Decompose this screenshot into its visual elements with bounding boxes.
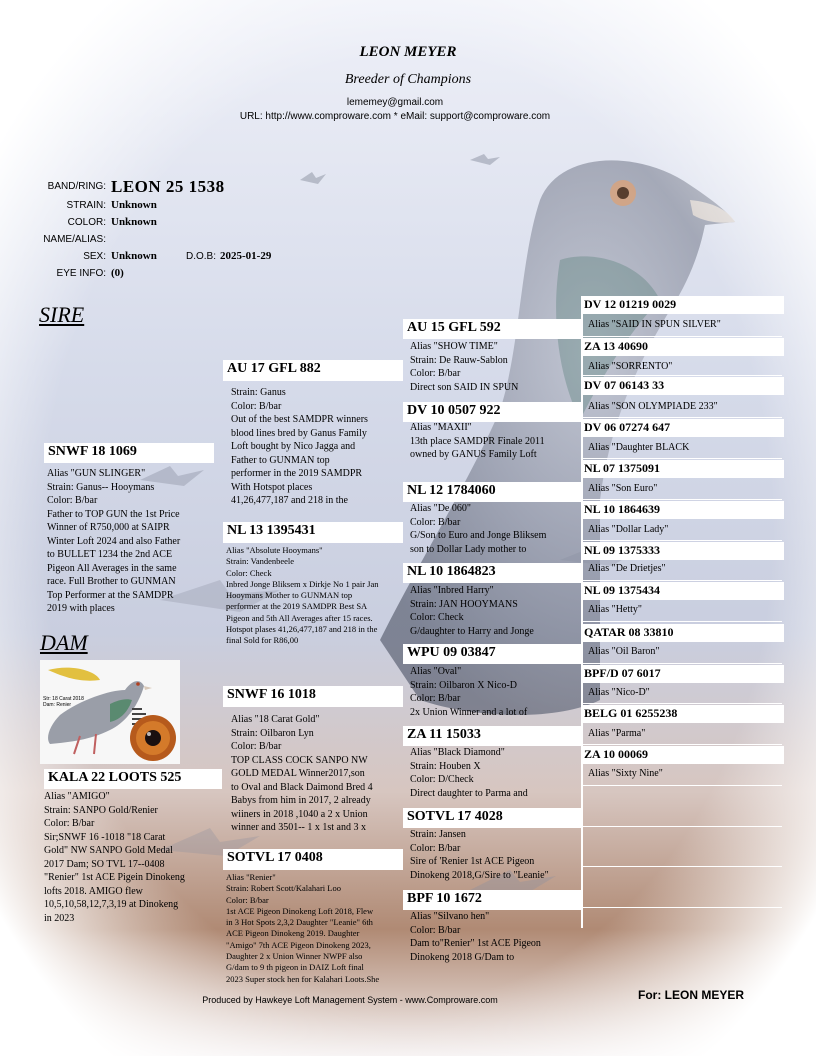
color-label: COLOR: [67, 217, 106, 228]
gen4-rule [582, 336, 782, 337]
gen3-details-1 [410, 340, 580, 396]
maternal-granddam-card[interactable] [223, 849, 403, 870]
detail-line: Color: B/bar [410, 516, 461, 528]
gen4-rule [582, 663, 782, 664]
breeder-name: LEON MEYER [359, 44, 457, 60]
detail-line: blood lines bred by Ganus Family [231, 427, 367, 439]
detail-line: Alias "Renier" [226, 872, 276, 882]
detail-line: Inbred Jonge Bliksem x Dirkje No 1 pair Jan [226, 578, 379, 589]
detail-line: Alias "18 Carat Gold" [231, 714, 320, 725]
dam-note: 10,5,10,58,12,7,3,19 at Dinokeng [44, 899, 179, 910]
sire-note: Father to TOP GUN the 1st Price [47, 508, 180, 520]
detail-line: Strain: Houben X [410, 760, 481, 772]
dam-note: Sir;SNWF 16 -1018 "18 Carat [44, 831, 166, 843]
dam-strain: Strain: SANPO Gold/Renier [44, 804, 158, 816]
detail-line: Color: B/bar [231, 400, 282, 412]
breeder-email[interactable]: lememey@gmail.com [346, 97, 444, 108]
detail-line: Color: B/bar [410, 693, 461, 704]
detail-line: ACE Pigeon Dinokeng 2019. Daughter [226, 928, 360, 939]
gen4-rule [582, 703, 782, 704]
gen4-alias: Alias "Daughter BLACK [588, 442, 690, 453]
gen4-rule [582, 417, 782, 418]
pigeon-eye-icon [130, 715, 176, 761]
detail-line: Color: B/bar [231, 741, 282, 752]
detail-line: Dam to"Renier" 1st ACE Pigeon [410, 938, 541, 949]
dob-label: D.O.B: [186, 251, 217, 262]
detail-line: Color: B/bar [226, 894, 269, 905]
detail-line: G/dam to 9 th pigeon in DAIZ Loft final [226, 962, 364, 973]
sire-heading: SIRE [39, 302, 85, 327]
detail-line: Loft bought by Nico Jagga and [231, 441, 356, 452]
strain-value: Unknown [111, 199, 157, 211]
gen4-rule [582, 580, 782, 581]
gen3-band: WPU 09 03847 [407, 645, 496, 660]
detail-line: Strain: De Rauw-Sablon [410, 354, 508, 366]
gen3-card-2[interactable] [403, 402, 581, 422]
dam-photo-caption: Str: 18 Carat 2018 [43, 696, 84, 702]
gen4-alias: Alias "Dollar Lady" [588, 524, 669, 535]
gen4-card[interactable]: NL 07 1375091 [582, 460, 784, 478]
gen3-band: NL 10 1864823 [407, 564, 496, 579]
detail-line: Daughter 2 x Union Winner NWPF also [226, 951, 363, 962]
maternal-granddam-band: SOTVL 17 0408 [227, 850, 323, 865]
detail-line: Strain: Robert Scott/Kalahari Loo [226, 883, 341, 894]
dam-band: KALA 22 LOOTS 525 [48, 770, 182, 785]
sire-note: to BULLET 1234 the 2nd ACE [47, 549, 173, 560]
detail-line: GOLD MEDAL Winner2017,son [231, 768, 365, 779]
dam-photo [40, 660, 180, 764]
gen4-rule [582, 458, 782, 459]
gen3-band: SOTVL 17 4028 [407, 809, 503, 824]
maternal-grandsire-details [231, 713, 403, 840]
detail-line: Alias "Black Diamond" [410, 747, 505, 758]
dam-alias: Alias "AMIGO" [44, 791, 110, 802]
color-value: Unknown [111, 216, 157, 228]
detail-line: With Hotspot places [231, 481, 313, 493]
dam-color: Color: B/bar [44, 818, 95, 829]
name-alias-label: NAME/ALIAS: [43, 234, 106, 245]
gen4-rule [582, 621, 782, 622]
detail-line: 2023 Super stock hen for Kalahari Loots.She [226, 973, 380, 984]
detail-line: final Sold for R86,00 [226, 635, 299, 646]
detail-line: Hotspot plases 41,26,477,187 and 218 in the [226, 624, 378, 635]
gen4-alias: Alias "Parma" [588, 728, 646, 739]
paternal-granddam-band: NL 13 1395431 [227, 523, 316, 538]
gen4-card[interactable]: NL 09 1375434 [582, 582, 784, 600]
for-owner-label: For: LEON MEYER [638, 988, 745, 1002]
detail-line: Alias "SHOW TIME" [410, 341, 498, 352]
gen4-alias: Alias "SON OLYMPIADE 233" [588, 401, 718, 412]
detail-line: Alias "Inbred Harry" [410, 585, 494, 596]
detail-line: son to Dollar Lady mother to [410, 543, 527, 555]
detail-line: Color: Check [226, 567, 272, 578]
detail-line: Direct son SAID IN SPUN [410, 381, 519, 393]
maternal-grandsire-card[interactable] [223, 686, 403, 707]
dam-heading: DAM [40, 630, 88, 655]
detail-line: Color: B/bar [410, 368, 461, 379]
gen3-card-3[interactable] [403, 482, 581, 502]
detail-line: wiiners in 2018 ,1040 a 2 x Union [231, 808, 368, 820]
strain-label: STRAIN: [66, 200, 106, 211]
detail-line: Color: B/bar [410, 842, 461, 854]
gen4-alias: Alias "Nico-D" [588, 687, 650, 698]
gen4-alias: Alias "SORRENTO" [588, 361, 673, 372]
eye-info-label: EYE INFO: [56, 268, 106, 279]
gen3-details-3 [410, 502, 580, 558]
sire-card[interactable] [44, 443, 214, 463]
sire-band: SNWF 18 1069 [48, 444, 137, 459]
gen4-alias: Alias "De Drietjes" [588, 563, 666, 574]
detail-line: Pigeon and 5th All Averages after 15 races. [226, 612, 373, 623]
gen4-rule [582, 785, 782, 786]
paternal-granddam-details [226, 545, 406, 653]
sire-details [47, 467, 222, 627]
gen3-card-8[interactable] [403, 890, 581, 910]
detail-line: Direct daughter to Parma and [410, 787, 528, 799]
gen4-alias: Alias "SAID IN SPUN SILVER" [588, 319, 721, 330]
detail-line: Color: B/bar [410, 924, 461, 936]
gen4-card[interactable]: DV 12 01219 0029 [582, 296, 784, 314]
detail-line: Alias "Oval" [410, 666, 462, 677]
maternal-granddam-details [226, 872, 406, 990]
gen3-details-2 [410, 421, 580, 465]
detail-line: 13th place SAMDPR Finale 2011 [410, 435, 545, 447]
band-number: LEON 25 1538 [111, 177, 225, 196]
gen4-card[interactable]: BPF/D 07 6017 [582, 665, 784, 683]
dam-photo-caption-2: Dam: Renier [43, 702, 72, 708]
eye-info-value: (0) [111, 267, 124, 279]
detail-line: Strain: Vandenbeele [226, 556, 295, 567]
sire-note: race. Full Brother to GUNMAN [47, 576, 176, 587]
produced-by-footer: Produced by Hawkeye Loft Management System - www.Comproware.com [202, 995, 498, 1005]
gen3-card-5[interactable] [403, 644, 581, 664]
gen4-alias: Alias "Oil Baron" [588, 646, 660, 657]
detail-line: Color: D/Check [410, 774, 474, 785]
detail-line: Alias "Silvano hen" [410, 911, 490, 922]
sire-note: 2019 with places [47, 603, 115, 614]
dam-photo-image [40, 660, 180, 764]
gen4-rule [582, 499, 782, 500]
detail-line: winner and 3501-- 1 x 1st and 3 x [231, 822, 366, 833]
dam-note: in 2023 [44, 912, 75, 924]
gen4-rule [582, 375, 782, 376]
gen3-details-8 [410, 910, 580, 966]
gen3-band: BPF 10 1672 [407, 891, 482, 906]
detail-line: Strain: Oilbaron Lyn [231, 727, 314, 739]
breeder-tagline: Breeder of Champions [344, 72, 472, 87]
detail-line: 1st ACE Pigeon Dinokeng Loft 2018, Flew [226, 905, 374, 916]
sire-strain: Strain: Ganus-- Hooymans [47, 481, 155, 493]
sire-note: Pigeon All Averages in the same [47, 562, 177, 574]
gen3-band: AU 15 GFL 592 [407, 320, 501, 335]
detail-line: G/daughter to Harry and Jonge [410, 625, 534, 637]
detail-line: performer in the 2019 SAMDPR [231, 468, 363, 479]
gen4-rule [582, 744, 782, 745]
sire-alias: Alias "GUN SLINGER" [47, 468, 146, 479]
detail-line: 2x Union Winner and a lot of [410, 706, 528, 718]
gen3-band: NL 12 1784060 [407, 483, 496, 498]
gen4-card[interactable]: ZA 10 00069 [582, 746, 784, 764]
sire-note: Top Performer at the SAMDPR [47, 589, 174, 601]
detail-line: Father to GUNMAN top [231, 454, 330, 466]
detail-line: Babys from him in 2017, 2 already [231, 795, 371, 806]
paternal-grandsire-band: AU 17 GFL 882 [227, 361, 321, 376]
gen3-card-1[interactable] [403, 319, 581, 339]
band-label: BAND/RING: [47, 181, 106, 192]
gen4-card[interactable]: BELG 01 6255238 [582, 705, 784, 723]
sire-note: Winter Loft 2024 and also Father [47, 535, 181, 547]
detail-line: G/Son to Euro and Jonge Bliksem [410, 530, 547, 541]
gen4-rule [582, 540, 782, 541]
maternal-grandsire-band: SNWF 16 1018 [227, 687, 316, 702]
detail-line: Alias "MAXII" [410, 422, 472, 433]
gen4-card[interactable]: ZA 13 40690 [582, 338, 784, 356]
detail-line: TOP CLASS COCK SANPO NW [231, 754, 368, 766]
sire-color: Color: B/bar [47, 495, 98, 506]
gen4-card[interactable]: NL 10 1864639 [582, 501, 784, 519]
gen4-alias: Alias "Hetty" [588, 604, 642, 615]
gen3-details-4 [410, 584, 580, 640]
gen4-card[interactable]: QATAR 08 33810 [582, 624, 784, 642]
url-email-line[interactable]: URL: http://www.comproware.com * eMail: support@comproware.com [239, 111, 551, 122]
sex-value: Unknown [111, 250, 157, 262]
gen3-card-6[interactable] [403, 726, 581, 746]
gen4-alias: Alias "Sixty Nine" [588, 768, 663, 779]
dam-card[interactable] [44, 769, 222, 789]
detail-line: performer at the 2019 SAMDPR Best SA [226, 601, 368, 612]
detail-line: Hooymans Mother to GUNMAN top [226, 590, 353, 601]
gen3-details-6 [410, 746, 580, 802]
dam-note: 2017 Dam; SO TVL 17--0408 [44, 858, 165, 870]
gen4-alias: Alias "Son Euro" [588, 483, 658, 494]
gen4-rule [582, 866, 782, 867]
gen4-card[interactable]: NL 09 1375333 [582, 542, 784, 560]
dam-note: lofts 2018. AMIGO flew [44, 885, 143, 897]
detail-line: Strain: Jansen [410, 829, 466, 840]
detail-line: to Oval and Black Daimond Bred 4 [231, 781, 373, 793]
detail-line: Color: Check [410, 612, 464, 623]
gen4-rule [582, 826, 782, 827]
gen4-card[interactable]: DV 06 07274 647 [582, 419, 784, 437]
dam-note: Gold" NW SANPO Gold Medal [44, 845, 173, 856]
paternal-granddam-card[interactable] [223, 522, 403, 543]
detail-line: Alias "Absolute Hooymans" [226, 545, 323, 555]
gen4-card[interactable]: DV 07 06143 33 [582, 377, 784, 395]
detail-line: in 3 Hot Spots 2,3,2 Daughter "Leanie" 6th [226, 917, 373, 928]
paternal-grandsire-details [231, 386, 403, 513]
gen3-band: ZA 11 15033 [407, 727, 481, 742]
detail-line: Sire of 'Renier 1st ACE Pigeon [410, 856, 535, 867]
detail-line: Out of the best SAMDPR winners [231, 414, 368, 425]
detail-line: 41,26,477,187 and 218 in the [231, 495, 348, 506]
detail-line: Dinokeng 2018 G/Dam to [410, 951, 515, 963]
detail-line: owned by GANUS Family Loft [410, 449, 537, 460]
detail-line: Strain: JAN HOOYMANS [410, 598, 518, 610]
detail-line: Dinokeng 2018,G/Sire to "Leanie" [410, 869, 549, 881]
dam-details [44, 790, 226, 940]
detail-line: Alias "De 060" [410, 503, 471, 514]
sex-label: SEX: [83, 251, 106, 262]
gen3-details-5 [410, 665, 580, 721]
gen4-rule [582, 907, 782, 908]
detail-line: Strain: Ganus [231, 387, 286, 398]
detail-line: Strain: Oilbaron X Nico-D [410, 679, 517, 691]
gen3-details-7 [410, 828, 580, 884]
dob-value: 2025-01-29 [220, 250, 272, 262]
gen3-band: DV 10 0507 922 [407, 403, 501, 418]
sire-note: Winner of R750,000 at SAIPR [47, 522, 170, 533]
paternal-grandsire-card[interactable] [223, 360, 403, 381]
gen3-card-7[interactable] [403, 808, 581, 828]
dam-note: "Renier" 1st ACE Pigein Dinokeng [44, 872, 185, 883]
gen3-card-4[interactable] [403, 563, 581, 583]
detail-line: "Amigo" 7th ACE Pigeon Dinokeng 2023, [226, 939, 371, 950]
